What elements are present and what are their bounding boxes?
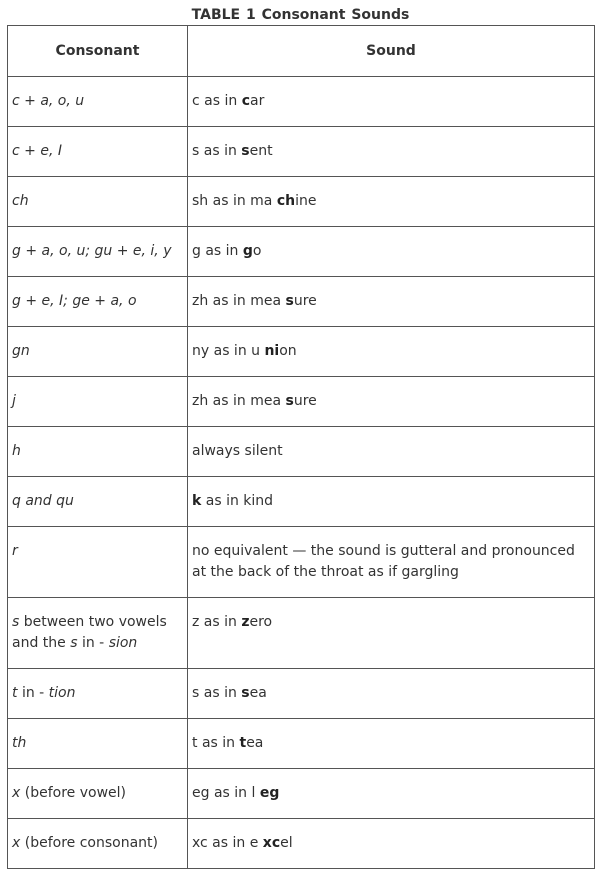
sound-highlight: ch (276, 193, 296, 209)
consonant-cell: j (8, 377, 188, 427)
sound-text: ny as in u (192, 343, 265, 359)
sound-text: s as in (192, 685, 242, 701)
sound-text: zh as in mea (192, 393, 286, 409)
consonant-note: (before consonant) (20, 835, 158, 851)
sound-cell (188, 327, 595, 377)
sound-text: g as in (192, 243, 243, 259)
consonant-letter: s (12, 614, 20, 630)
sound-text: el (280, 835, 293, 851)
sound-cell (188, 719, 595, 769)
table-row (8, 769, 595, 819)
table-row (8, 527, 595, 598)
sound-text: ure (293, 293, 317, 309)
sound-highlight: ni (264, 343, 280, 359)
sound-text: ea (246, 735, 264, 751)
consonant-cell (8, 598, 188, 669)
sound-text: ero (249, 614, 273, 630)
table-row (8, 377, 595, 427)
consonant-cell: g + e, I; ge + a, o (8, 277, 188, 327)
consonant-cell: c + e, I (8, 127, 188, 177)
consonant-note: in - (17, 685, 49, 701)
sound-cell (188, 527, 595, 598)
consonant-cell: gn (8, 327, 188, 377)
sound-cell (188, 769, 595, 819)
sound-text: always silent (192, 443, 283, 459)
sound-highlight: eg (259, 785, 280, 801)
sound-cell (188, 177, 595, 227)
sound-cell (188, 477, 595, 527)
sound-cell (188, 427, 595, 477)
sound-text: xc as in e (192, 835, 263, 851)
sound-cell (188, 669, 595, 719)
consonant-letter: s (70, 635, 78, 651)
table-caption: TABLE 1 Consonant Sounds (191, 7, 410, 23)
consonant-letter: x (12, 785, 21, 801)
table-row (8, 77, 595, 127)
sound-text: zh as in mea (192, 293, 286, 309)
consonant-cell (8, 769, 188, 819)
sound-text: ent (249, 143, 273, 159)
table-row (8, 477, 595, 527)
consonant-suffix: sion (108, 635, 138, 651)
sound-highlight: s (241, 685, 250, 701)
sound-highlight: c (241, 93, 250, 109)
sound-text: as in kind (201, 493, 274, 509)
sound-text: on (279, 343, 297, 359)
table-row (8, 598, 595, 669)
sound-cell (188, 277, 595, 327)
sound-cell (188, 819, 595, 869)
table-row (8, 177, 595, 227)
consonant-cell (8, 819, 188, 869)
sound-text: z as in (192, 614, 242, 630)
consonant-cell: g + a, o, u; gu + e, i, y (8, 227, 188, 277)
sound-cell (188, 377, 595, 427)
sound-highlight: xc (262, 835, 281, 851)
sound-cell (188, 598, 595, 669)
sound-text: t as in (192, 735, 240, 751)
consonant-cell: r (8, 527, 188, 598)
sound-text: sh as in ma (192, 193, 277, 209)
sound-text: eg as in l (192, 785, 260, 801)
table-row (8, 277, 595, 327)
consonant-cell (8, 669, 188, 719)
consonant-note: (before vowel) (20, 785, 126, 801)
table-row (8, 427, 595, 477)
sound-text: ea (249, 685, 267, 701)
consonant-suffix: tion (48, 685, 76, 701)
sound-highlight: s (285, 393, 294, 409)
sound-highlight: g (242, 243, 253, 259)
sound-text: o (252, 243, 262, 259)
header-sound: Sound (188, 26, 595, 77)
consonant-note: between two vowels and the (12, 614, 167, 651)
sound-cell (188, 227, 595, 277)
table-row (8, 127, 595, 177)
consonant-cell: c + a, o, u (8, 77, 188, 127)
sound-text: c as in (192, 93, 242, 109)
table-row (8, 669, 595, 719)
sound-cell (188, 127, 595, 177)
sound-highlight: t (239, 735, 247, 751)
consonant-note: in - (77, 635, 109, 651)
sound-highlight: s (241, 143, 250, 159)
sound-text: no equivalent — the sound is gutteral and pronounced at the back of the throat as if gargling (192, 543, 575, 580)
sound-highlight: k (192, 493, 202, 509)
consonant-sounds-table (7, 25, 595, 869)
table-row (8, 327, 595, 377)
table-row (8, 719, 595, 769)
sound-highlight: s (285, 293, 294, 309)
sound-text: ar (250, 93, 265, 109)
consonant-cell: h (8, 427, 188, 477)
consonant-cell: th (8, 719, 188, 769)
sound-cell (188, 77, 595, 127)
header-consonant: Consonant (8, 26, 188, 77)
sound-text: ure (293, 393, 317, 409)
sound-text: s as in (192, 143, 242, 159)
table-row (8, 227, 595, 277)
sound-highlight: z (241, 614, 250, 630)
consonant-cell: ch (8, 177, 188, 227)
consonant-cell: q and qu (8, 477, 188, 527)
table-row (8, 819, 595, 869)
header-row (8, 26, 595, 77)
consonant-letter: x (12, 835, 21, 851)
sound-text: ine (295, 193, 317, 209)
consonant-letter: t (12, 685, 18, 701)
